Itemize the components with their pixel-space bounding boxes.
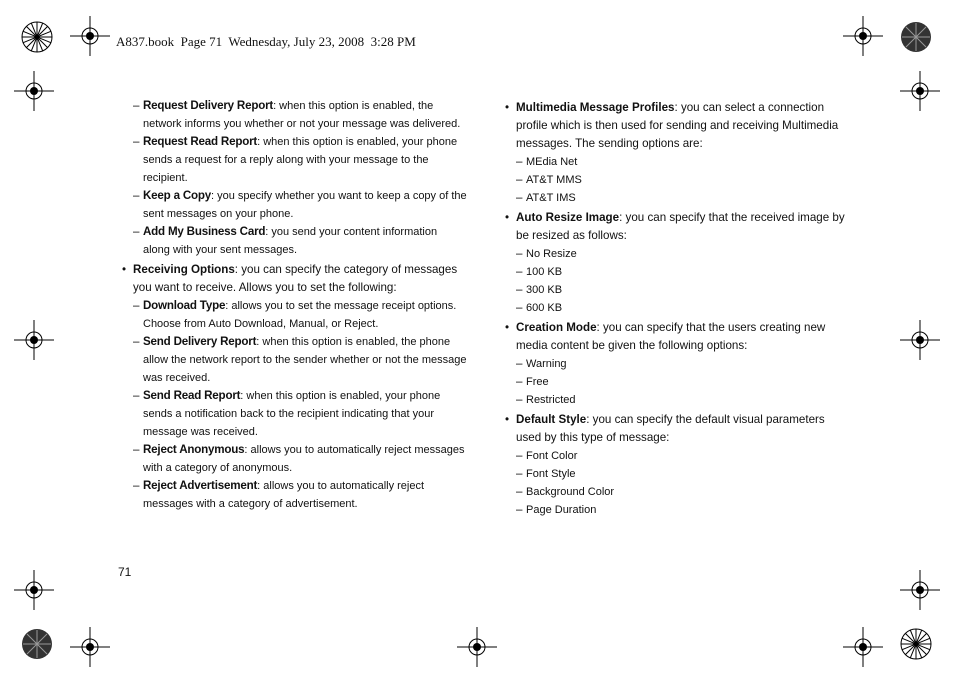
list-item: – Send Read Report: when this option is enabled, your phone sends a notification back to the recipient indicating that your message was received. (133, 389, 441, 438)
crosshair-mark-left-1 (14, 71, 54, 111)
list-item: – Request Read Report: when this option is enabled, your phone sends a request for a reply along with your message to the recipient. (133, 135, 458, 184)
list-item: – Restricted (516, 393, 576, 406)
crosshair-mark-right-1 (900, 71, 940, 111)
list-item: – Keep a Copy: you specify whether you want to keep a copy of the sent messages on your phone. (133, 189, 467, 220)
list-item: – Free (516, 375, 549, 388)
list-item: – Page Duration (516, 503, 597, 516)
list-item: – MEdia Net (516, 155, 578, 168)
left-column (122, 97, 467, 513)
list-item: – Reject Advertisement: allows you to automatically reject messages with a category of advertisement. (133, 479, 425, 510)
receiving-options-bullet: • Receiving Options: you can specify the category of messages you want to receive. Allows you to set the following: (122, 261, 467, 297)
list-item: – Background Color (516, 485, 615, 498)
page-number: 71 (118, 565, 132, 579)
crosshair-mark-bottom-3 (843, 627, 883, 667)
list-item: – Reject Anonymous: allows you to automatically reject messages with a category of anonymous. (133, 443, 465, 474)
list-item: – AT&T MMS (516, 173, 582, 186)
list-item: – Send Delivery Report: when this option is enabled, the phone allow the network report to the sender whether or not the message was received. (133, 335, 467, 384)
crosshair-mark-top-1 (70, 16, 110, 56)
list-item: – 300 KB (516, 283, 563, 296)
print-header: A837.book Page 71 Wednesday, July 23, 2008 3:28 PM (116, 34, 416, 49)
crosshair-mark-right-3 (900, 570, 940, 610)
registration-mark-bottom-left (20, 627, 54, 661)
list-item: – Warning (516, 357, 567, 370)
registration-mark-bottom-right (899, 627, 933, 661)
default-style-bullet: • Default Style: you can specify the default visual parameters used by this type of message: (505, 411, 845, 447)
crosshair-mark-bottom-2 (457, 627, 497, 667)
list-item: – Add My Business Card: you send your content information along with your sent messages. (133, 225, 438, 256)
list-item: – 100 KB (516, 265, 563, 278)
crosshair-mark-left-2 (14, 320, 54, 360)
registration-mark-top-left (20, 20, 54, 54)
list-item: – Request Delivery Report: when this option is enabled, the network informs you whether or not your message was delivered. (133, 99, 461, 130)
resize-bullet: • Auto Resize Image: you can specify that the received image by be resized as follows: (505, 209, 845, 245)
registration-mark-top-right (899, 20, 933, 54)
profiles-bullet: • Multimedia Message Profiles: you can select a connection profile which is then used for sending and receiving Multimedia messages. The sending options are: (505, 99, 845, 153)
list-item: – AT&T IMS (516, 191, 576, 204)
list-item: – Font Style (516, 467, 576, 480)
crosshair-mark-bottom-1 (70, 627, 110, 667)
creation-mode-bullet: • Creation Mode: you can specify that the users creating new media content be given the following options: (505, 319, 845, 355)
crosshair-mark-left-3 (14, 570, 54, 610)
right-column (505, 97, 845, 519)
list-item: – Download Type: allows you to set the message receipt options. Choose from Auto Download, Manual, or Reject. (133, 299, 457, 330)
list-item: – No Resize (516, 247, 577, 260)
crosshair-mark-right-2 (900, 320, 940, 360)
crosshair-mark-top-2 (843, 16, 883, 56)
list-item: – 600 KB (516, 301, 563, 314)
list-item: – Font Color (516, 449, 578, 462)
